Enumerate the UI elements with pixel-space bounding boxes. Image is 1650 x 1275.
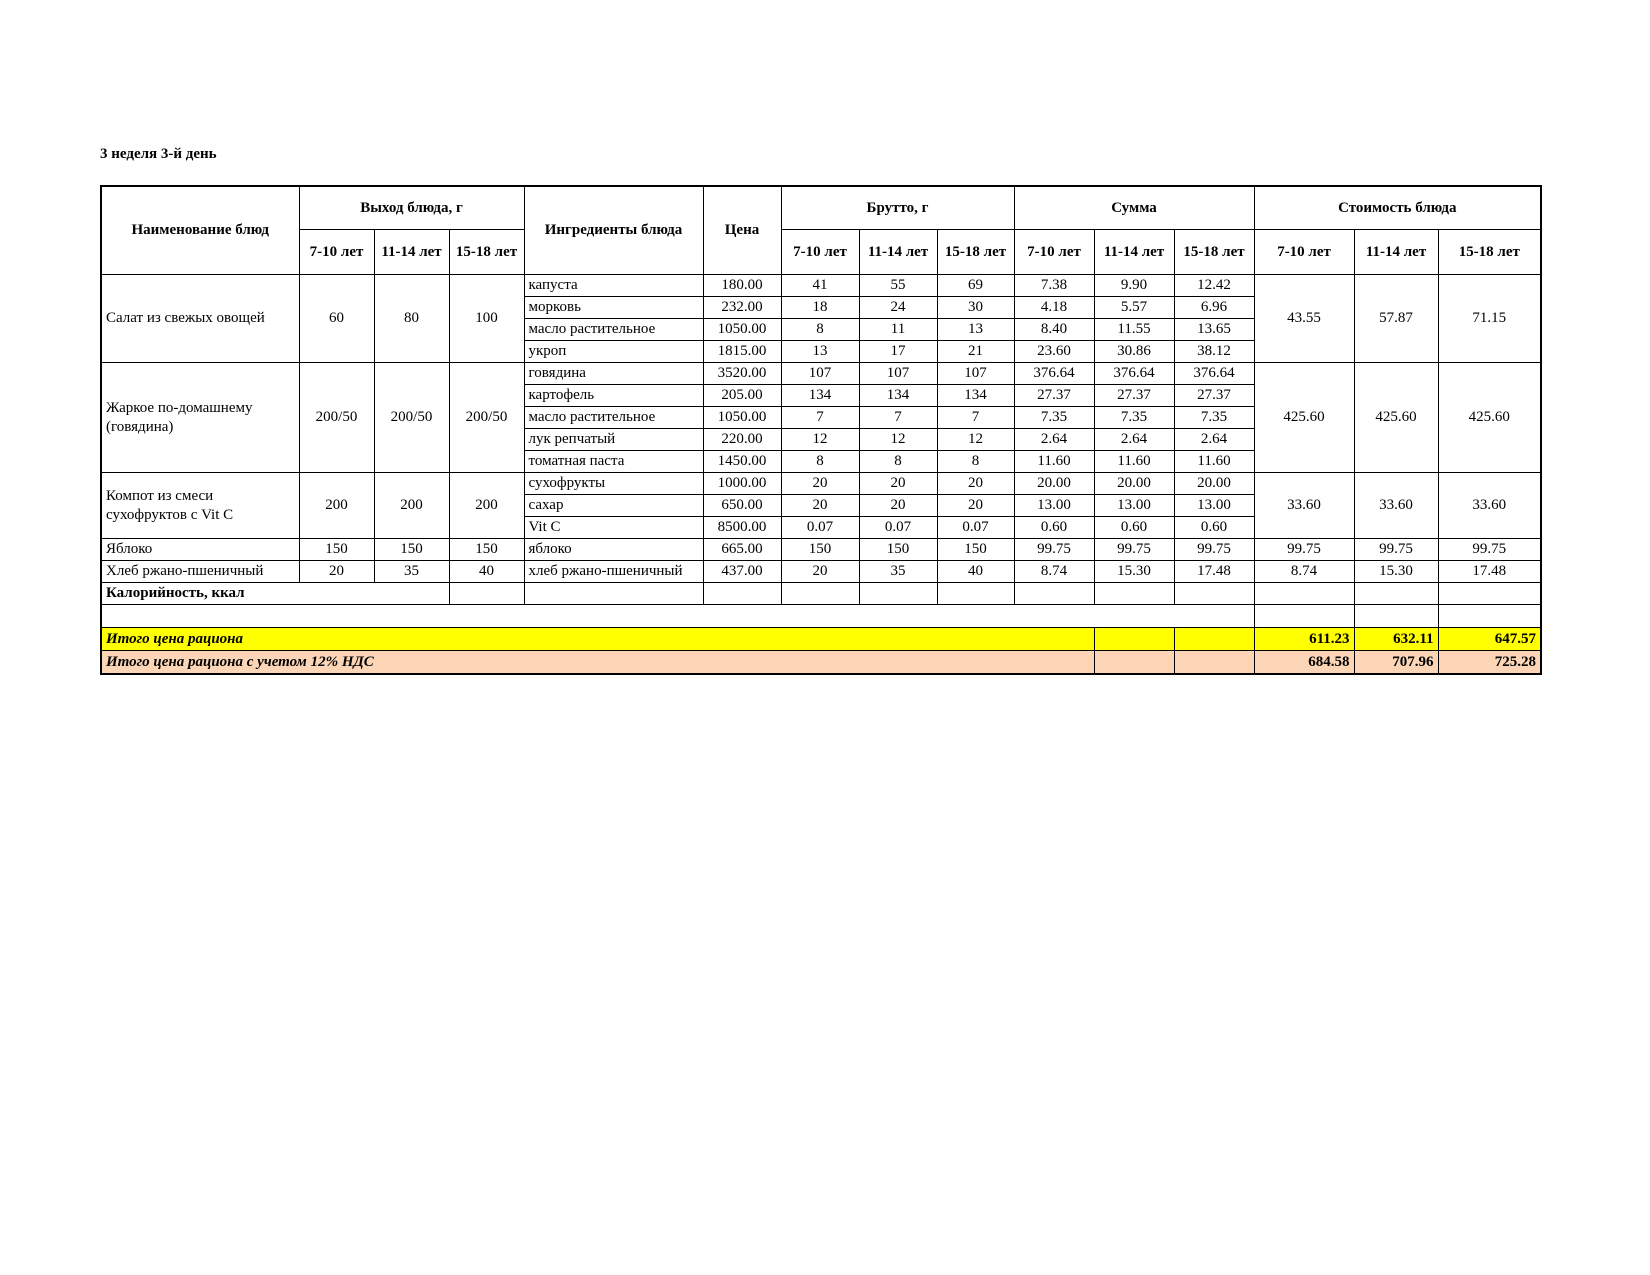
brutto-cell: 150: [859, 539, 937, 561]
brutto-cell: 7: [937, 407, 1014, 429]
sum-cell: 38.12: [1174, 341, 1254, 363]
brutto-cell: 13: [781, 341, 859, 363]
cost-cell: 43.55: [1254, 275, 1354, 363]
sum-cell: 4.18: [1014, 297, 1094, 319]
total-value-cell: 611.23: [1254, 628, 1354, 651]
price-cell: 1450.00: [703, 451, 781, 473]
sum-cell: 99.75: [1014, 539, 1094, 561]
total-row-ration-price-vat: [101, 651, 1541, 675]
brutto-cell: 107: [937, 363, 1014, 385]
brutto-cell: 20: [859, 473, 937, 495]
brutto-cell: 7: [781, 407, 859, 429]
brutto-cell: 12: [937, 429, 1014, 451]
empty-cell: [1174, 583, 1254, 605]
sum-cell: 27.37: [1094, 385, 1174, 407]
price-cell: 1050.00: [703, 319, 781, 341]
output-cell: 200: [299, 473, 374, 539]
cost-cell: 71.15: [1438, 275, 1541, 363]
brutto-cell: 20: [859, 495, 937, 517]
sum-cell: 2.64: [1094, 429, 1174, 451]
brutto-cell: 30: [937, 297, 1014, 319]
brutto-cell: 8: [781, 451, 859, 473]
empty-cell: [781, 583, 859, 605]
sum-cell: 11.60: [1174, 451, 1254, 473]
cost-cell: 425.60: [1254, 363, 1354, 473]
cost-cell: 33.60: [1354, 473, 1438, 539]
sum-cell: 0.60: [1014, 517, 1094, 539]
sum-cell: 23.60: [1014, 341, 1094, 363]
empty-cell: [1174, 628, 1254, 651]
brutto-cell: 12: [859, 429, 937, 451]
dish-name-cell: Яблоко: [101, 539, 299, 561]
brutto-cell: 134: [937, 385, 1014, 407]
sum-cell: 376.64: [1014, 363, 1094, 385]
ingredient-row: [101, 561, 1541, 583]
price-cell: 1000.00: [703, 473, 781, 495]
sum-cell: 11.60: [1094, 451, 1174, 473]
output-cell: 35: [374, 561, 449, 583]
brutto-cell: 35: [859, 561, 937, 583]
brutto-cell: 0.07: [859, 517, 937, 539]
brutto-cell: 107: [859, 363, 937, 385]
empty-cell: [1094, 583, 1174, 605]
header-row-groups: [101, 186, 1541, 230]
total-value-cell: 632.11: [1354, 628, 1438, 651]
dish-name-cell: Жаркое по-домашнему (говядина): [101, 363, 299, 473]
cost-cell: 425.60: [1354, 363, 1438, 473]
cost-cell: 425.60: [1438, 363, 1541, 473]
output-cell: 200/50: [299, 363, 374, 473]
col-header-brutto-age-1: 7-10 лет: [781, 230, 859, 275]
sum-cell: 30.86: [1094, 341, 1174, 363]
total-label-cell: Итого цена рациона с учетом 12% НДС: [101, 651, 1094, 675]
cost-cell: 15.30: [1354, 561, 1438, 583]
sum-cell: 13.00: [1014, 495, 1094, 517]
brutto-cell: 134: [781, 385, 859, 407]
sum-cell: 2.64: [1174, 429, 1254, 451]
price-cell: 232.00: [703, 297, 781, 319]
col-header-brutto-age-2: 11-14 лет: [859, 230, 937, 275]
sum-cell: 12.42: [1174, 275, 1254, 297]
output-cell: 20: [299, 561, 374, 583]
col-header-sum-age-1: 7-10 лет: [1014, 230, 1094, 275]
total-value-cell: 684.58: [1254, 651, 1354, 675]
dish-name-cell: Хлеб ржано-пшеничный: [101, 561, 299, 583]
sum-cell: 13.00: [1094, 495, 1174, 517]
output-cell: 100: [449, 275, 524, 363]
cost-cell: 99.75: [1354, 539, 1438, 561]
ingredient-name-cell: капуста: [524, 275, 703, 297]
brutto-cell: 18: [781, 297, 859, 319]
price-cell: 650.00: [703, 495, 781, 517]
col-header-output-group: Выход блюда, г: [299, 186, 524, 230]
output-cell: 40: [449, 561, 524, 583]
col-header-output-age-1: 7-10 лет: [299, 230, 374, 275]
sum-cell: 27.37: [1014, 385, 1094, 407]
col-header-sum-age-2: 11-14 лет: [1094, 230, 1174, 275]
brutto-cell: 24: [859, 297, 937, 319]
brutto-cell: 8: [937, 451, 1014, 473]
sum-cell: 99.75: [1174, 539, 1254, 561]
brutto-cell: 7: [859, 407, 937, 429]
sum-cell: 20.00: [1094, 473, 1174, 495]
empty-cell: [1354, 605, 1438, 628]
sum-cell: 9.90: [1094, 275, 1174, 297]
output-cell: 150: [374, 539, 449, 561]
ingredient-row: [101, 275, 1541, 297]
dish-name-cell: Компот из смеси сухофруктов с Vit C: [101, 473, 299, 539]
output-cell: 200: [449, 473, 524, 539]
sum-cell: 27.37: [1174, 385, 1254, 407]
price-cell: 1815.00: [703, 341, 781, 363]
ingredient-name-cell: говядина: [524, 363, 703, 385]
empty-cell: [859, 583, 937, 605]
brutto-cell: 20: [781, 473, 859, 495]
price-cell: 1050.00: [703, 407, 781, 429]
ingredient-name-cell: томатная паста: [524, 451, 703, 473]
ingredient-name-cell: хлеб ржано-пшеничный: [524, 561, 703, 583]
calories-label-cell: Калорийность, ккал: [101, 583, 449, 605]
brutto-cell: 20: [937, 495, 1014, 517]
brutto-cell: 12: [781, 429, 859, 451]
sum-cell: 17.48: [1174, 561, 1254, 583]
output-cell: 200/50: [374, 363, 449, 473]
col-header-cost-age-2: 11-14 лет: [1354, 230, 1438, 275]
page-title: 3 неделя 3-й день: [100, 146, 217, 162]
brutto-cell: 69: [937, 275, 1014, 297]
total-label-cell: Итого цена рациона: [101, 628, 1094, 651]
brutto-cell: 20: [781, 495, 859, 517]
output-cell: 150: [449, 539, 524, 561]
sum-cell: 376.64: [1094, 363, 1174, 385]
price-cell: 437.00: [703, 561, 781, 583]
price-cell: 220.00: [703, 429, 781, 451]
ingredient-row: [101, 539, 1541, 561]
sum-cell: 20.00: [1014, 473, 1094, 495]
total-value-cell: 707.96: [1354, 651, 1438, 675]
empty-cell: [1438, 605, 1541, 628]
empty-cell: [1174, 651, 1254, 675]
sum-cell: 8.40: [1014, 319, 1094, 341]
total-row-ration-price: [101, 628, 1541, 651]
output-cell: 150: [299, 539, 374, 561]
cost-cell: 17.48: [1438, 561, 1541, 583]
sum-cell: 8.74: [1014, 561, 1094, 583]
ingredient-name-cell: масло растительное: [524, 407, 703, 429]
ingredient-name-cell: Vit C: [524, 517, 703, 539]
header-row-ages: [101, 230, 1541, 275]
col-header-dish-name: Наименование блюд: [101, 186, 299, 275]
empty-cell: [1438, 583, 1541, 605]
empty-cell: [449, 583, 524, 605]
ingredient-name-cell: сухофрукты: [524, 473, 703, 495]
brutto-cell: 20: [781, 561, 859, 583]
sum-cell: 11.55: [1094, 319, 1174, 341]
brutto-cell: 41: [781, 275, 859, 297]
price-cell: 3520.00: [703, 363, 781, 385]
sum-cell: 11.60: [1014, 451, 1094, 473]
price-cell: 8500.00: [703, 517, 781, 539]
sum-cell: 6.96: [1174, 297, 1254, 319]
col-header-brutto-group: Брутто, г: [781, 186, 1014, 230]
brutto-cell: 11: [859, 319, 937, 341]
sum-cell: 20.00: [1174, 473, 1254, 495]
brutto-cell: 40: [937, 561, 1014, 583]
ingredient-name-cell: яблоко: [524, 539, 703, 561]
cost-cell: 8.74: [1254, 561, 1354, 583]
brutto-cell: 134: [859, 385, 937, 407]
brutto-cell: 55: [859, 275, 937, 297]
output-cell: 60: [299, 275, 374, 363]
empty-cell: [1014, 583, 1094, 605]
brutto-cell: 107: [781, 363, 859, 385]
sum-cell: 7.38: [1014, 275, 1094, 297]
sum-cell: 13.65: [1174, 319, 1254, 341]
brutto-cell: 13: [937, 319, 1014, 341]
empty-cell: [1094, 651, 1174, 675]
empty-cell: [524, 583, 703, 605]
output-cell: 200/50: [449, 363, 524, 473]
spacer-row: [101, 605, 1541, 628]
cost-cell: 99.75: [1438, 539, 1541, 561]
ingredient-name-cell: морковь: [524, 297, 703, 319]
sum-cell: 7.35: [1094, 407, 1174, 429]
sum-cell: 7.35: [1014, 407, 1094, 429]
ingredient-name-cell: лук репчатый: [524, 429, 703, 451]
ingredient-name-cell: укроп: [524, 341, 703, 363]
sum-cell: 376.64: [1174, 363, 1254, 385]
price-cell: 665.00: [703, 539, 781, 561]
brutto-cell: 8: [859, 451, 937, 473]
total-value-cell: 725.28: [1438, 651, 1541, 675]
price-cell: 205.00: [703, 385, 781, 407]
ingredient-name-cell: картофель: [524, 385, 703, 407]
brutto-cell: 8: [781, 319, 859, 341]
col-header-price: Цена: [703, 186, 781, 275]
sum-cell: 7.35: [1174, 407, 1254, 429]
brutto-cell: 20: [937, 473, 1014, 495]
brutto-cell: 17: [859, 341, 937, 363]
spacer-cell: [101, 605, 1254, 628]
menu-table: [100, 185, 1542, 675]
col-header-sum-age-3: 15-18 лет: [1174, 230, 1254, 275]
sum-cell: 2.64: [1014, 429, 1094, 451]
dish-name-cell: Салат из свежых овощей: [101, 275, 299, 363]
col-header-brutto-age-3: 15-18 лет: [937, 230, 1014, 275]
col-header-cost-group: Стоимость блюда: [1254, 186, 1541, 230]
empty-cell: [1094, 628, 1174, 651]
col-header-output-age-2: 11-14 лет: [374, 230, 449, 275]
empty-cell: [1254, 583, 1354, 605]
col-header-output-age-3: 15-18 лет: [449, 230, 524, 275]
brutto-cell: 150: [781, 539, 859, 561]
col-header-sum-group: Сумма: [1014, 186, 1254, 230]
output-cell: 80: [374, 275, 449, 363]
col-header-ingredients: Ингредиенты блюда: [524, 186, 703, 275]
sum-cell: 5.57: [1094, 297, 1174, 319]
cost-cell: 99.75: [1254, 539, 1354, 561]
cost-cell: 57.87: [1354, 275, 1438, 363]
col-header-cost-age-3: 15-18 лет: [1438, 230, 1541, 275]
brutto-cell: 150: [937, 539, 1014, 561]
ingredient-name-cell: сахар: [524, 495, 703, 517]
sum-cell: 13.00: [1174, 495, 1254, 517]
brutto-cell: 0.07: [937, 517, 1014, 539]
col-header-cost-age-1: 7-10 лет: [1254, 230, 1354, 275]
cost-cell: 33.60: [1254, 473, 1354, 539]
empty-cell: [1254, 605, 1354, 628]
brutto-cell: 21: [937, 341, 1014, 363]
price-cell: 180.00: [703, 275, 781, 297]
ingredient-row: [101, 473, 1541, 495]
sum-cell: 99.75: [1094, 539, 1174, 561]
ingredient-row: [101, 363, 1541, 385]
ingredient-name-cell: масло растительное: [524, 319, 703, 341]
cost-cell: 33.60: [1438, 473, 1541, 539]
brutto-cell: 0.07: [781, 517, 859, 539]
output-cell: 200: [374, 473, 449, 539]
sum-cell: 15.30: [1094, 561, 1174, 583]
sum-cell: 0.60: [1094, 517, 1174, 539]
empty-cell: [1354, 583, 1438, 605]
total-value-cell: 647.57: [1438, 628, 1541, 651]
calories-row: [101, 583, 1541, 605]
empty-cell: [703, 583, 781, 605]
sum-cell: 0.60: [1174, 517, 1254, 539]
empty-cell: [937, 583, 1014, 605]
